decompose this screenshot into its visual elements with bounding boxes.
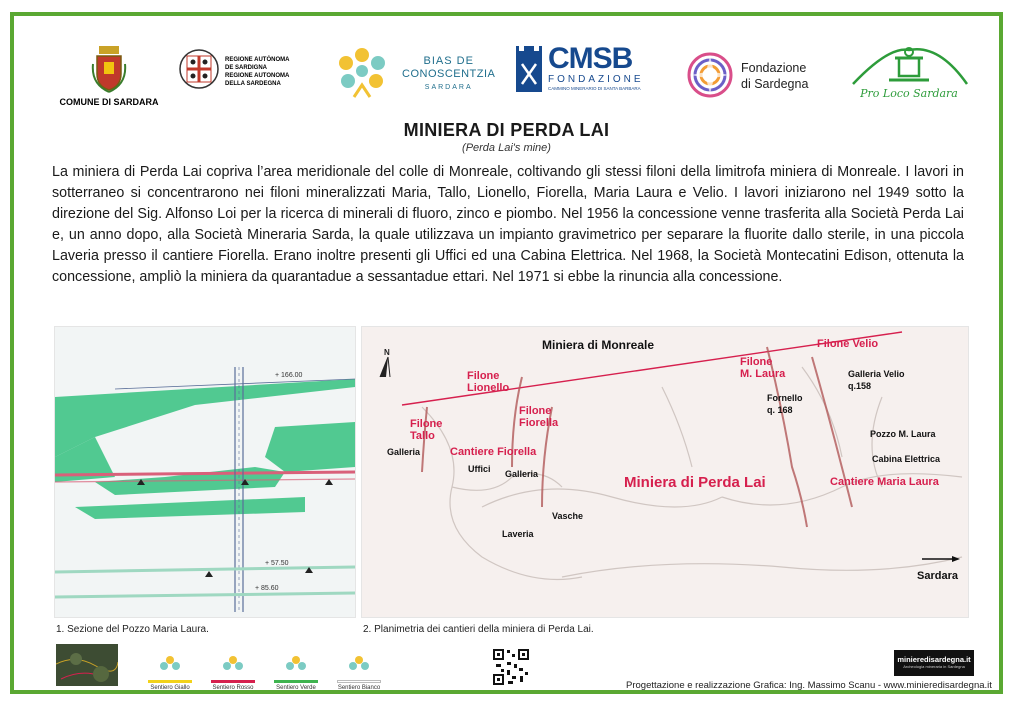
label-fornello-2: q. 168 <box>767 405 793 415</box>
regione-line1: REGIONE AUTÒNOMA <box>225 57 290 63</box>
label-fornello-1: Fornello <box>767 393 803 403</box>
trail-verde-label: Sentiero Verde <box>276 685 316 691</box>
section-diagram <box>55 327 355 617</box>
fondazione-line1: Fondazione <box>741 61 807 75</box>
cmsb-wordmark: CMSB <box>548 42 633 75</box>
label-vasche: Vasche <box>552 511 584 521</box>
label-filone-lionello-2: Lionello <box>467 382 510 394</box>
proloco-logo <box>844 40 974 100</box>
caption-figure-1: 1. Sezione del Pozzo Maria Laura. <box>56 624 209 635</box>
credits: Progettazione e realizzazione Grafica: Ing. Massimo Scanu - www.minieredisardegna.it <box>626 680 992 691</box>
site-badge <box>894 650 974 676</box>
qr-code-icon[interactable] <box>492 648 530 686</box>
label-filone-velio: Filone Velio <box>817 338 879 350</box>
trail-verde <box>272 654 320 691</box>
bias-logo <box>332 41 502 103</box>
site-badge-sub: Archeologia mineraria in Sardegna <box>903 664 965 669</box>
caption-figure-2: 2. Planimetria dei cantieri della miniera di Perda Lai. <box>363 624 594 635</box>
site-badge-label: minieredisardegna.it <box>897 655 971 664</box>
flower-icon <box>332 41 392 103</box>
label-galleria-1: Galleria <box>387 447 421 457</box>
label-sardara: Sardara <box>917 570 958 582</box>
coat-of-arms-icon <box>91 44 127 94</box>
label-galleria-velio-1: Galleria Velio <box>848 369 905 379</box>
cmsb-small: CAMMINO MINERARIO DI SANTA BARBARA <box>548 86 641 91</box>
label-filone-mlaura-1: Filone <box>740 356 773 368</box>
label-filone-tallo-1: Filone <box>410 418 443 430</box>
trail-bianco-icon <box>348 654 370 674</box>
fountain-icon <box>849 40 969 86</box>
regione-shield-icon <box>179 46 219 92</box>
trail-rosso-label: Sentiero Rosso <box>212 685 254 691</box>
label-galleria-velio-2: q.158 <box>848 381 872 391</box>
comune-logo <box>54 44 164 107</box>
logo-bar <box>14 16 999 116</box>
label-filone-fiorella-2: Fiorella <box>519 417 559 429</box>
label-filone-tallo-2: Tallo <box>410 430 435 442</box>
label-filone-lionello-1: Filone <box>467 370 500 382</box>
label-cantiere-mlaura: Cantiere Maria Laura <box>830 476 939 488</box>
label-pozzo: Pozzo M. Laura <box>870 429 936 439</box>
cmsb-sub: FONDAZIONE <box>548 74 644 85</box>
trail-giallo-label: Sentiero Giallo <box>150 685 190 691</box>
trail-rosso <box>209 654 257 691</box>
trail-rosso-icon <box>222 654 244 674</box>
section-level-label-2: + 57.50 <box>265 560 289 567</box>
trail-bianco <box>335 654 383 691</box>
label-filone-fiorella-1: Filone <box>519 405 552 417</box>
label-uffici: Uffici <box>468 464 491 474</box>
regione-line2: DE SARDIGNA <box>225 65 268 71</box>
bias-line3: SARDARA <box>424 84 473 91</box>
body-paragraph: La miniera di Perda Lai copriva l’area meridionale del colle di Monreale, coltivando gli stessi filoni della limitrofa miniera di Monreale. I lavori in sotterraneo si concentrarono nei filoni mineralizzati Maria, Tallo, Lionello, Fiorella, Maria Laura e Velio. I lavori iniziarono nel 1949 sotto la direzione del Sig. Alfonso Loi per la ricerca di minerali di fluoro, zinco e piombo. Nel 1956 la concessione venne trasferita alla Società Perda Lai e, un anno dopo, alla Società Mineraria Sarda, la quale utilizzava un impianto gravimetrico per separare la fluorite dallo sterile, in una piccola Laveria presso il cantiere Fiorella. Erano inoltre presenti gli Uffici ed una Cabina Elettrica. Nel 1968, la Società Montecatini Edison, ottenuta la concessione, ampliò la miniera da quarantadue a sessantadue ettari. Nel 1971 si ebbe la rinuncia alla concessione. <box>52 164 964 285</box>
label-cantiere-fiorella: Cantiere Fiorella <box>450 446 537 458</box>
proloco-label: Pro Loco Sardara <box>860 87 958 100</box>
aerial-thumbnail <box>56 644 118 686</box>
label-miniera-perda-lai: Miniera di Perda Lai <box>624 474 766 491</box>
tower-icon <box>514 44 544 94</box>
label-filone-mlaura-2: M. Laura <box>740 368 786 380</box>
regione-line3: REGIONE AUTONOMA <box>225 73 290 79</box>
map-svg <box>362 327 968 617</box>
trail-giallo-icon <box>159 654 181 674</box>
trail-giallo <box>146 654 194 691</box>
label-laveria: Laveria <box>502 529 534 539</box>
bias-line1: BIAS DE <box>423 55 474 67</box>
bias-line2: CONOSCENTZIA <box>402 68 496 80</box>
mine-map <box>361 326 969 618</box>
section-level-label-1: + 166.00 <box>275 372 303 379</box>
regione-line4: DELLA SARDEGNA <box>225 81 281 87</box>
north-label: N <box>384 348 390 357</box>
information-board <box>10 12 1003 694</box>
regione-logo <box>179 46 319 92</box>
fondazione-line2: di Sardegna <box>741 77 809 91</box>
comune-label: COMUNE DI SARDARA <box>59 97 159 107</box>
trail-verde-icon <box>285 654 307 674</box>
label-miniera-monreale: Miniera di Monreale <box>542 338 655 352</box>
star-icon <box>687 52 733 98</box>
trail-bianco-label: Sentiero Bianco <box>337 685 381 691</box>
cmsb-logo <box>514 44 679 94</box>
fondazione-logo <box>687 52 837 98</box>
section-drawing <box>54 326 356 618</box>
label-cabina: Cabina Elettrica <box>872 454 941 464</box>
label-galleria-2: Galleria <box>505 469 539 479</box>
page-title: MINIERA DI PERDA LAI <box>403 120 610 140</box>
page-subtitle: (Perda Lai's mine) <box>462 142 551 154</box>
section-level-label-3: + 85.60 <box>255 585 279 592</box>
aerial-thumbnail-image <box>56 644 118 686</box>
